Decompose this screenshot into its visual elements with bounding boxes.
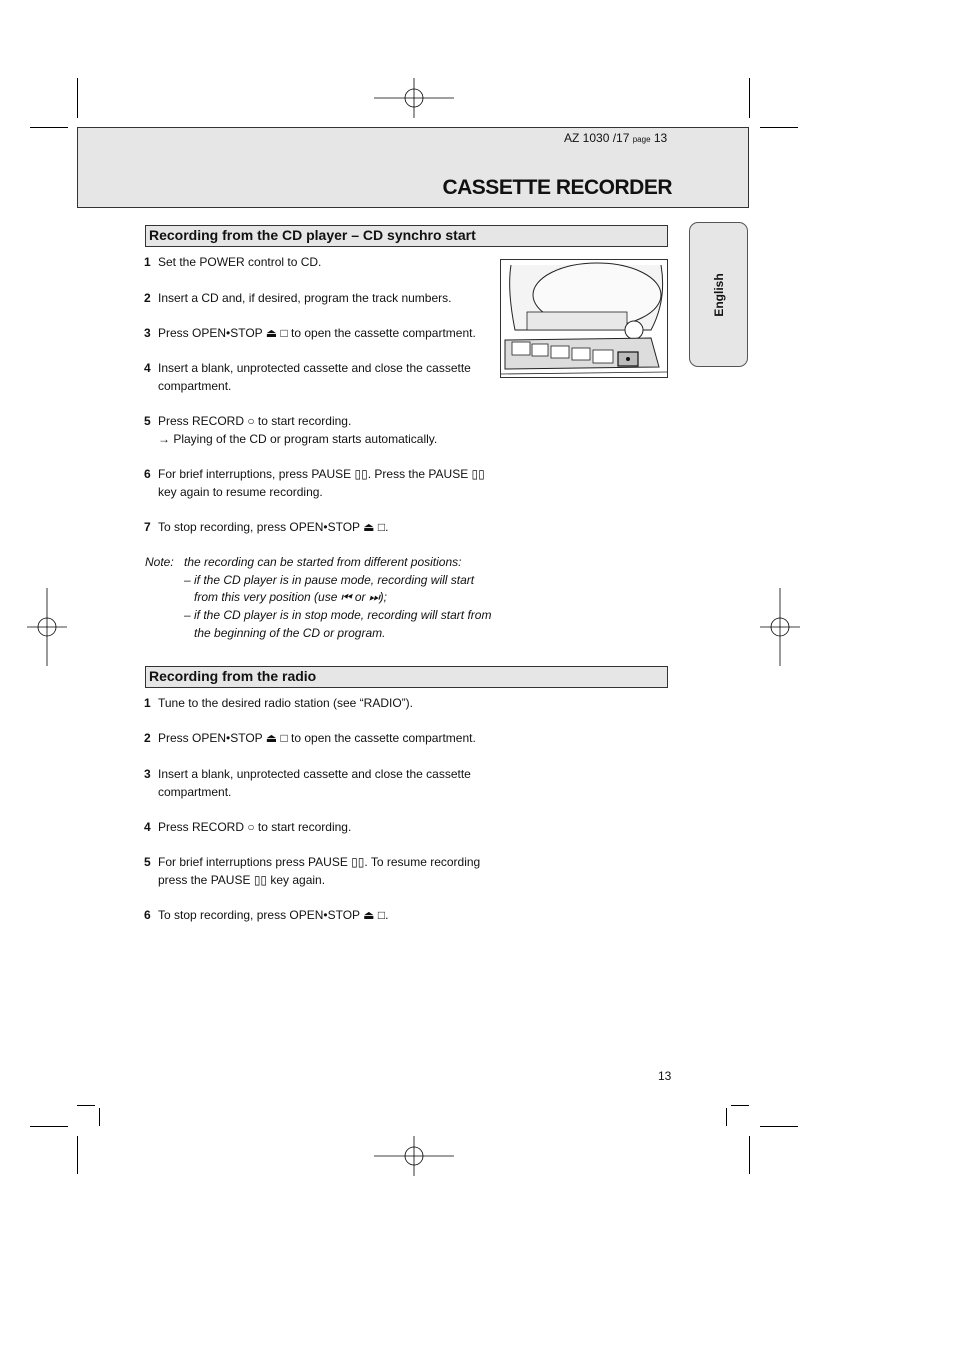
radio-step-5 bbox=[144, 853, 504, 889]
step-number: 5 bbox=[144, 855, 151, 869]
step-number: 6 bbox=[144, 908, 151, 922]
step-number: 2 bbox=[144, 291, 151, 305]
step-number: 1 bbox=[144, 696, 151, 710]
step-text: To stop recording, press OPEN•STOP ⏏ □. bbox=[158, 520, 389, 534]
note-line: – if the CD player is in pause mode, recording will start bbox=[184, 573, 475, 587]
page-title: CASSETTE RECORDER bbox=[442, 176, 672, 199]
step-number: 4 bbox=[144, 361, 151, 375]
step-text: Insert a blank, unprotected cassette and close the cassette compartment. bbox=[158, 361, 471, 393]
step-text: Press RECORD ○ to start recording. bbox=[158, 820, 352, 834]
footer-page-number: 13 bbox=[658, 1069, 672, 1083]
section-heading-cd: Recording from the CD player – CD synchro start bbox=[145, 225, 668, 247]
page-word: page bbox=[632, 135, 651, 144]
language-tab-label: English bbox=[711, 272, 726, 317]
language-tab bbox=[689, 222, 748, 367]
step-text: Insert a blank, unprotected cassette and close the cassette compartment. bbox=[158, 767, 471, 799]
radio-step-1 bbox=[144, 694, 504, 712]
registration-mark-bottom bbox=[374, 1136, 454, 1176]
note-line: the beginning of the CD or program. bbox=[194, 626, 386, 640]
cd-step-1 bbox=[144, 253, 504, 271]
model-number: AZ 1030 /17 bbox=[564, 131, 630, 145]
radio-step-2 bbox=[144, 729, 504, 747]
registration-mark-right bbox=[760, 588, 800, 666]
radio-step-6 bbox=[144, 906, 504, 924]
step-text: Press OPEN•STOP ⏏ □ to open the cassette compartment. bbox=[158, 326, 476, 340]
section-heading-radio: Recording from the radio bbox=[145, 666, 668, 688]
step-text: To stop recording, press OPEN•STOP ⏏ □. bbox=[158, 908, 389, 922]
step-number: 7 bbox=[144, 520, 151, 534]
step-number: 3 bbox=[144, 326, 151, 340]
step-text: Press OPEN•STOP ⏏ □ to open the cassette compartment. bbox=[158, 731, 476, 745]
step-text: Press RECORD ○ to start recording. bbox=[158, 414, 352, 428]
note-line: the recording can be started from different positions: bbox=[184, 555, 462, 569]
radio-step-3 bbox=[144, 765, 484, 801]
cd-step-7 bbox=[144, 518, 504, 536]
step-number: 4 bbox=[144, 820, 151, 834]
cd-step-3 bbox=[144, 324, 504, 342]
step-text: Tune to the desired radio station (see “RADIO”). bbox=[158, 696, 413, 710]
note-line: – if the CD player is in stop mode, recording will start from bbox=[184, 608, 492, 622]
registration-mark-left bbox=[27, 588, 67, 666]
step-number: 6 bbox=[144, 467, 151, 481]
step-number: 1 bbox=[144, 255, 151, 269]
cd-step-2 bbox=[144, 289, 504, 307]
radio-step-4 bbox=[144, 818, 504, 836]
cd-step-5 bbox=[144, 412, 504, 430]
header-page-number: 13 bbox=[653, 131, 668, 145]
note-label: Note: bbox=[145, 555, 174, 569]
cd-step-4 bbox=[144, 359, 484, 395]
step-number: 5 bbox=[144, 414, 151, 428]
cd-step-6 bbox=[144, 465, 494, 501]
step-text: For brief interruptions, press PAUSE ▯▯. Press the PAUSE ▯▯ key again to resume recording. bbox=[158, 467, 485, 499]
registration-mark-top bbox=[374, 78, 454, 118]
device-illustration bbox=[500, 259, 668, 378]
step-number: 2 bbox=[144, 731, 151, 745]
step-text: Set the POWER control to CD. bbox=[158, 255, 322, 269]
step-text: For brief interruptions press PAUSE ▯▯. To resume recording press the PAUSE ▯▯ key again. bbox=[158, 855, 481, 887]
page-reference bbox=[564, 131, 667, 145]
cd-step-5-result: → Playing of the CD or program starts automatically. bbox=[158, 432, 438, 446]
step-text: Insert a CD and, if desired, program the track numbers. bbox=[158, 291, 452, 305]
step-number: 3 bbox=[144, 767, 151, 781]
note-line: from this very position (use ⏮ or ⏭); bbox=[194, 590, 387, 604]
